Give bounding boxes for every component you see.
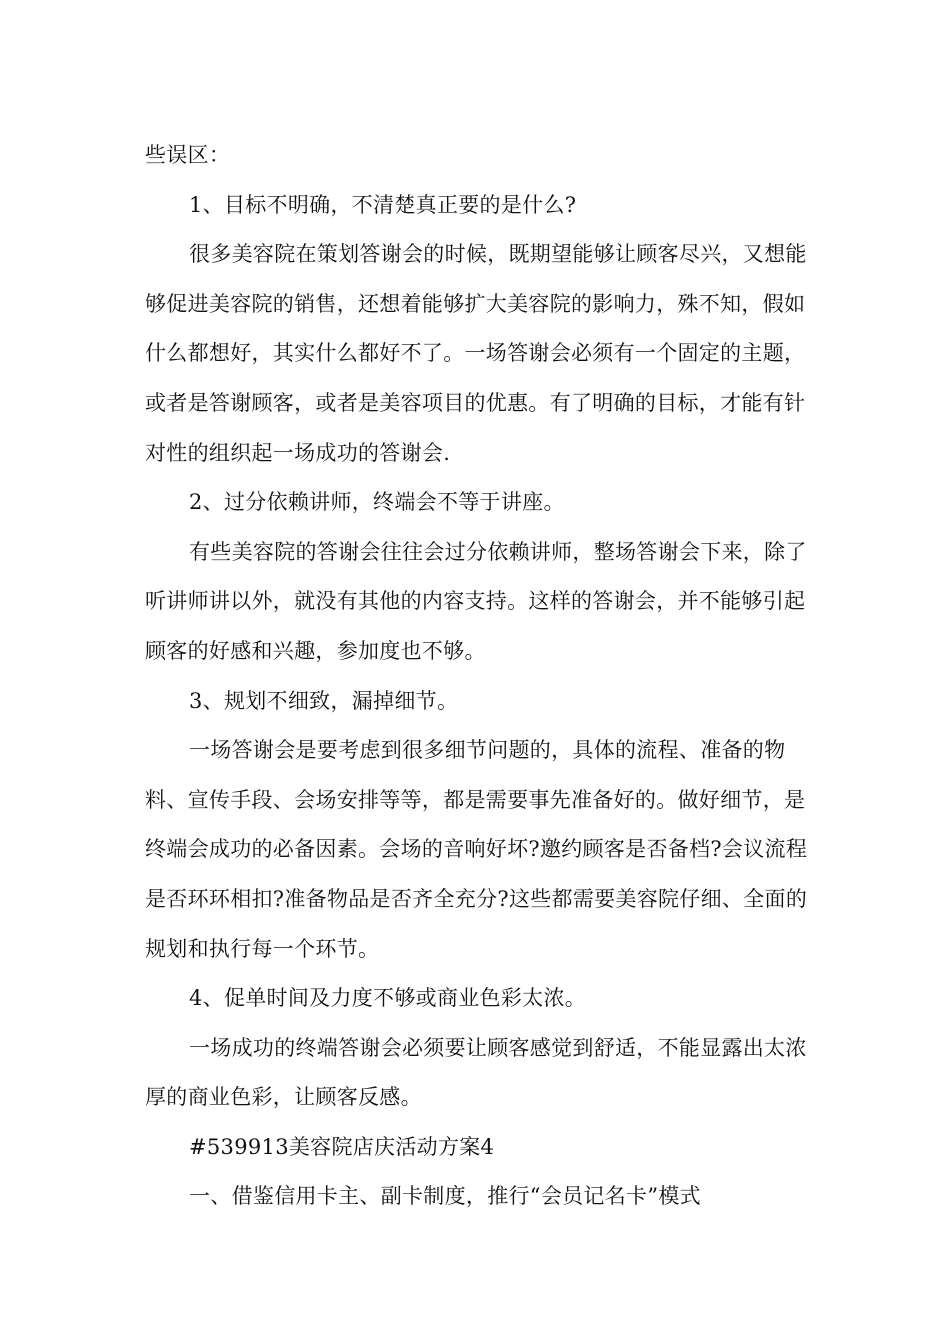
heading-item-2: 2、过分依赖讲师，终端会不等于讲座。	[189, 490, 565, 515]
paragraph-item-2: 有些美容院的答谢会往往会过分依赖讲师，整场答谢会下来，除了听讲师讲以外，就没有其他的内容支持。这样的答谢会，并不能够引起顾客的好感和兴趣，参加度也不够。	[145, 539, 807, 663]
paragraph-continuation: 些误区：	[145, 143, 231, 167]
document-body	[145, 131, 810, 1222]
paragraph-item-4: 一场成功的终端答谢会必须要让顾客感觉到舒适，不能显露出太浓厚的商业色彩，让顾客反感。	[145, 1035, 807, 1110]
heading-item-3: 3、规划不细致，漏掉细节。	[189, 688, 459, 713]
heading-item-4: 4、促单时间及力度不够或商业色彩太浓。	[189, 986, 587, 1011]
paragraph-item-3: 一场答谢会是要考虑到很多细节问题的，具体的流程、准备的物料、宣传手段、会场安排等等，都是需要事先准备好的。做好细节，是终端会成功的必备因素。会场的音响好坏?邀约顾客是否备档?会议流程是否环环相扣?准备物品是否齐全充分?这些都需要美容院仔细、全面的规划和执行每一个环节。	[145, 738, 808, 961]
heading-item-1: 1、目标不明确，不清楚真正要的是什么?	[189, 192, 577, 217]
section-heading-1: 一、借鉴信用卡主、副卡制度，推行“会员记名卡”模式	[189, 1184, 701, 1209]
paragraph-item-1: 很多美容院在策划答谢会的时候，既期望能够让顾客尽兴，又想能够促进美容院的销售，还想着能够扩大美容院的影响力，殊不知，假如什么都想好，其实什么都好不了。一场答谢会必须有一个固定的主题，或者是答谢顾客，或者是美容项目的优惠。有了明确的目标，才能有针对性的组织起一场成功的答谢会.	[145, 242, 807, 465]
section-title: #539913美容院店庆活动方案4	[189, 1134, 495, 1159]
